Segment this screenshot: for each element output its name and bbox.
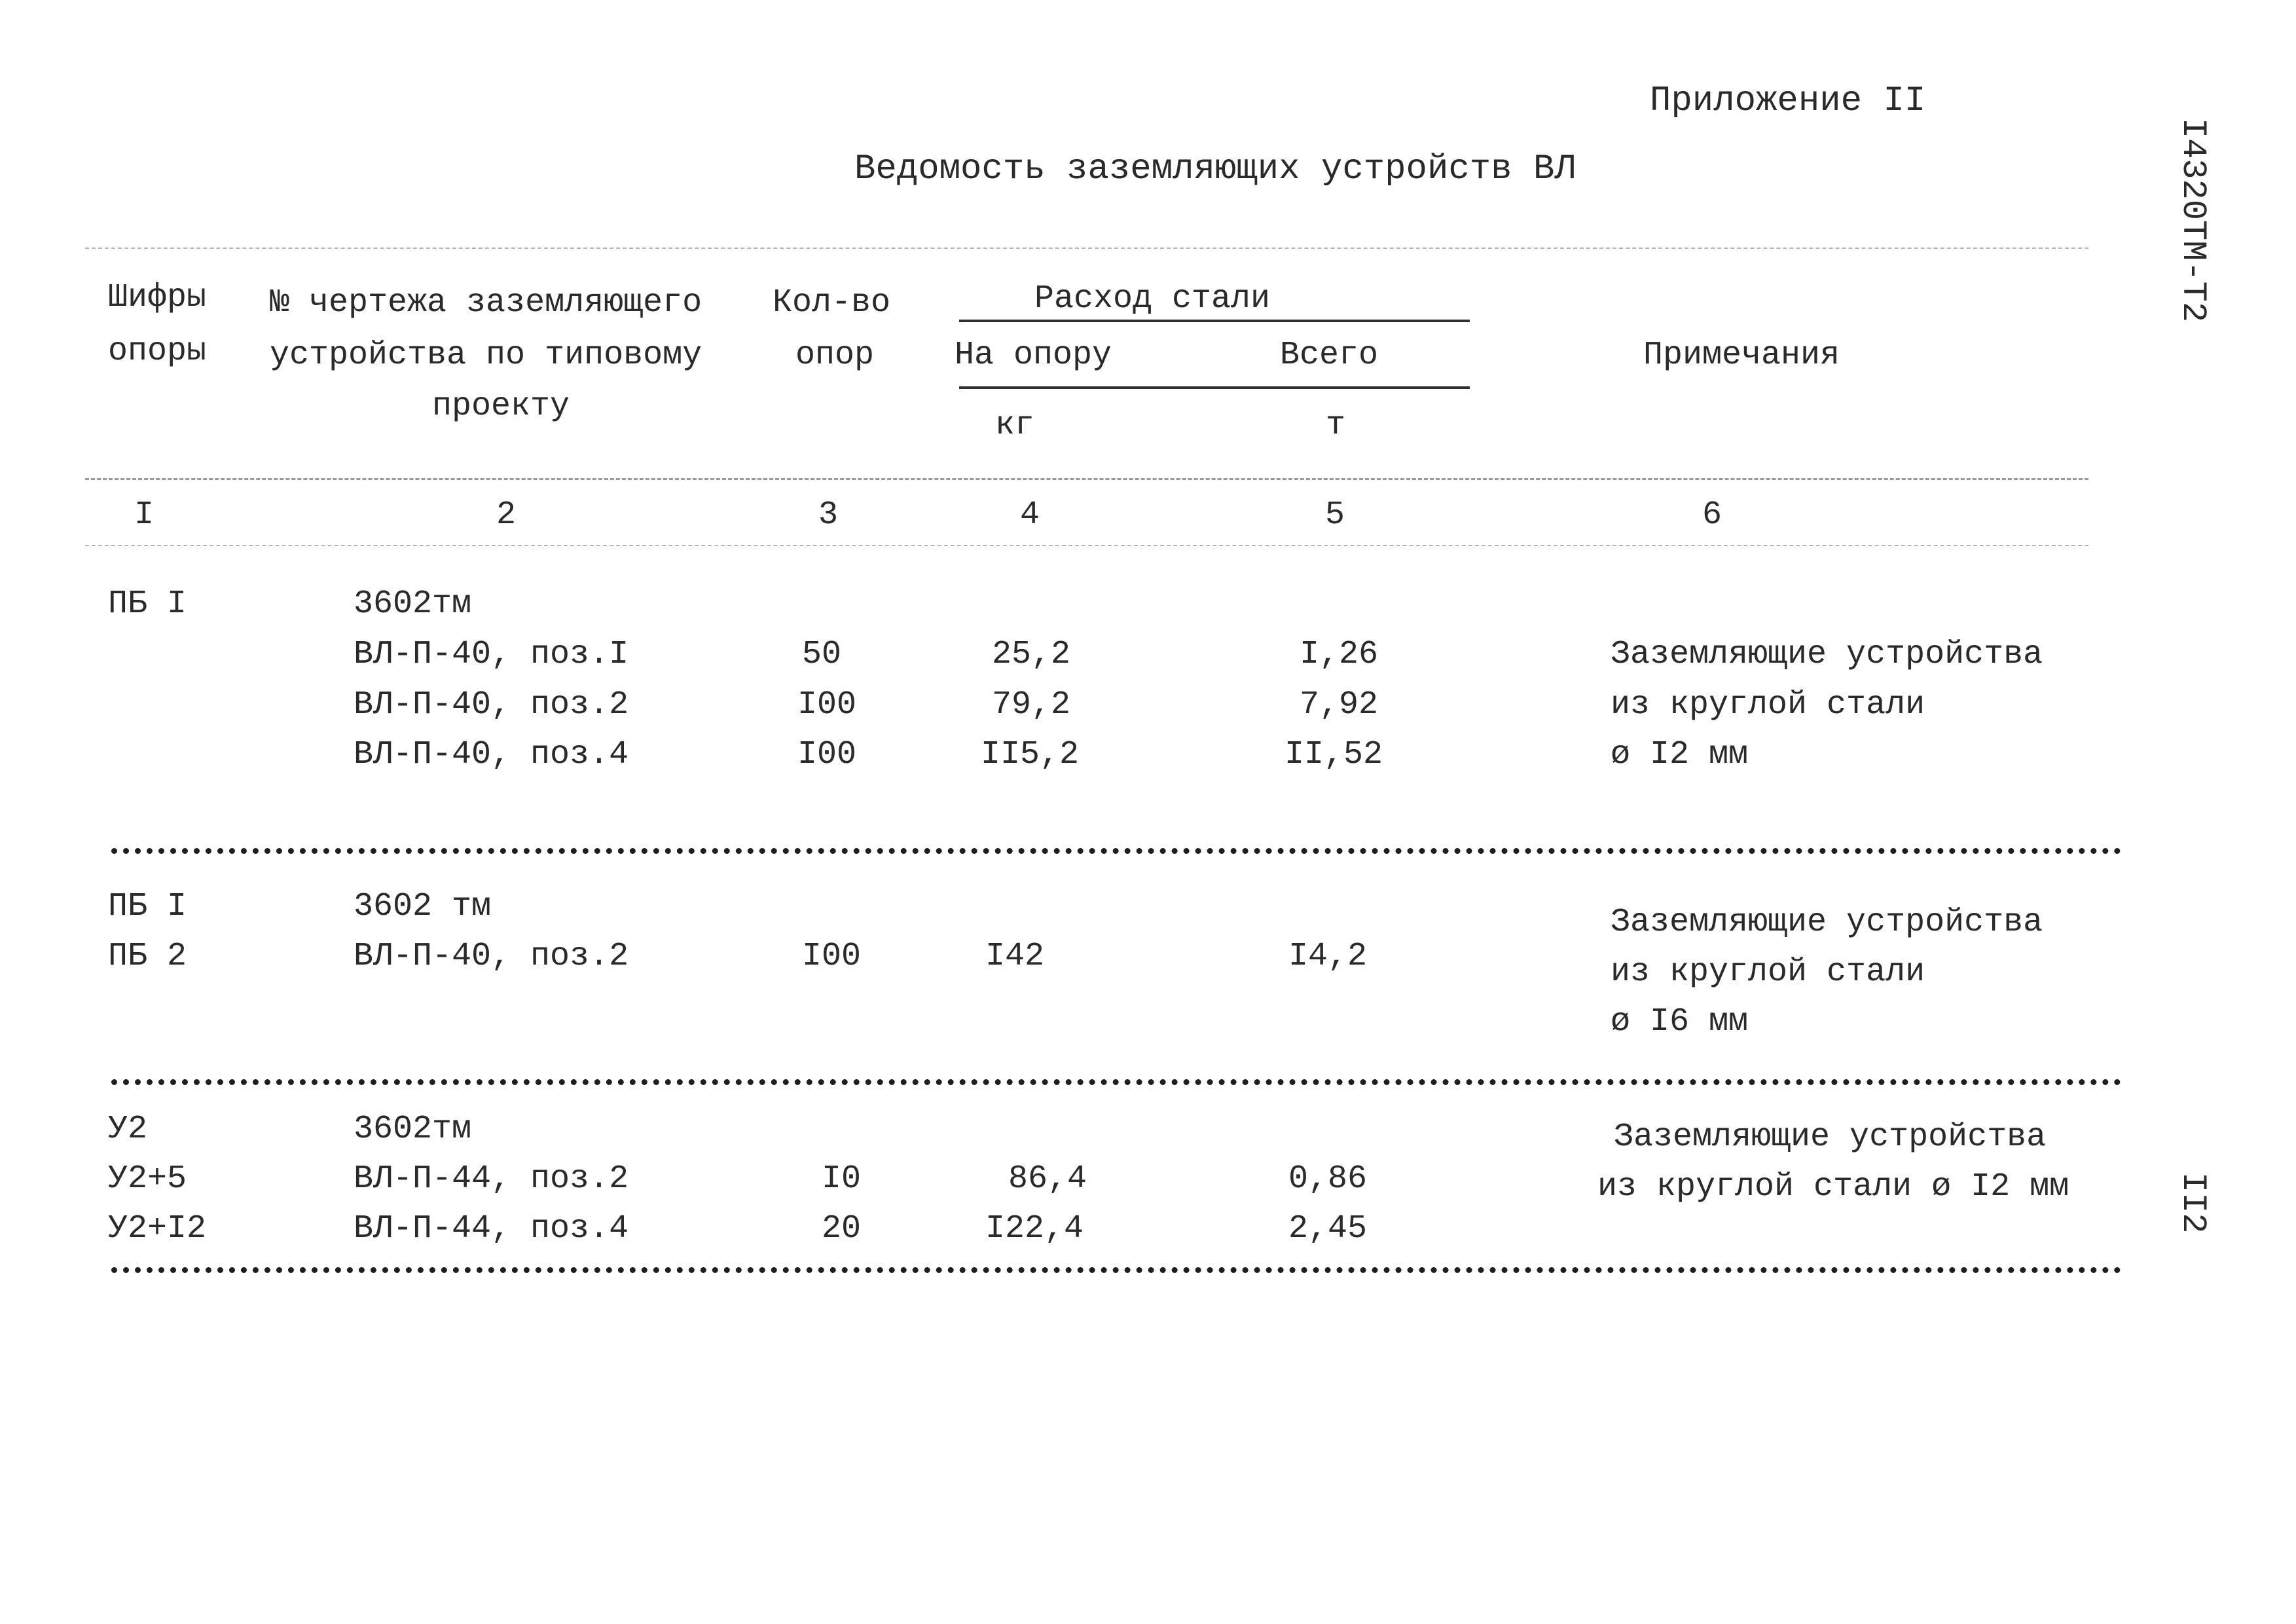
drawing-cell: ВЛ-П-44, поз.2 — [354, 1160, 629, 1198]
header-steel-group: Расход стали — [1034, 280, 1271, 318]
header-col1-line2: опоры — [108, 333, 207, 370]
per-support-cell: I22,4 — [985, 1210, 1084, 1247]
dotted-separator — [111, 1079, 2121, 1085]
project-code: 3602тм — [354, 585, 472, 623]
header-col3-line2: опор — [795, 337, 875, 374]
drawing-cell: ВЛ-П-40, поз.I — [354, 636, 629, 673]
note-line: Заземляющие устройства — [1611, 904, 2043, 941]
total-cell: I,26 — [1300, 636, 1379, 673]
column-number-4: 4 — [1020, 496, 1040, 534]
drawing-cell: ВЛ-П-40, поз.2 — [354, 938, 629, 975]
column-number-3: 3 — [818, 496, 839, 534]
total-cell: 2,45 — [1288, 1210, 1368, 1247]
column-number-5: 5 — [1325, 496, 1345, 534]
header-col4-unit: кг — [995, 407, 1035, 444]
total-cell: II,52 — [1285, 736, 1383, 773]
support-code: У2+5 — [108, 1160, 187, 1198]
support-code: ПБ I — [108, 585, 187, 623]
column-numbers-rule — [85, 545, 2088, 546]
subheader-underline — [959, 386, 1470, 389]
header-col5-unit: т — [1326, 407, 1346, 444]
note-line: Заземляющие устройства — [1611, 636, 2043, 673]
note-line: ø I6 мм — [1611, 1003, 1749, 1041]
per-support-cell: 79,2 — [992, 686, 1071, 724]
header-top-rule — [85, 248, 2088, 249]
column-number-2: 2 — [496, 496, 517, 534]
support-code: ПБ I — [108, 888, 187, 925]
appendix-label: Приложение II — [1650, 81, 1926, 121]
drawing-cell: ВЛ-П-44, поз.4 — [354, 1210, 629, 1247]
note-line: из круглой стали — [1611, 953, 1925, 991]
project-code: 3602тм — [354, 1111, 472, 1148]
support-code: У2+I2 — [108, 1210, 207, 1247]
note-line: из круглой стали ø I2 мм — [1597, 1168, 2069, 1206]
document-title: Ведомость заземляющих устройств ВЛ — [854, 149, 1576, 189]
count-cell: I00 — [802, 938, 862, 975]
dotted-separator — [111, 1267, 2121, 1273]
column-number-1: I — [134, 496, 155, 534]
page-number: II2 — [2174, 1172, 2212, 1234]
drawing-cell: ВЛ-П-40, поз.2 — [354, 686, 629, 724]
header-col4: На опору — [955, 337, 1112, 374]
count-cell: I00 — [797, 686, 857, 724]
support-code: У2 — [108, 1111, 148, 1148]
total-cell: 0,86 — [1288, 1160, 1368, 1198]
header-col2-line2: устройства по типовому — [270, 337, 702, 374]
header-bottom-rule — [85, 478, 2088, 480]
count-cell: I0 — [822, 1160, 862, 1198]
per-support-cell: II5,2 — [981, 736, 1080, 773]
steel-group-underline — [959, 320, 1470, 322]
per-support-cell: 86,4 — [1008, 1160, 1087, 1198]
header-col6: Примечания — [1643, 337, 1840, 374]
count-cell: 20 — [822, 1210, 862, 1247]
header-col3-line1: Кол-во — [773, 284, 891, 322]
total-cell: 7,92 — [1300, 686, 1379, 724]
side-code: I4320TM-T2 — [2174, 118, 2212, 323]
note-line: из круглой стали — [1611, 686, 1925, 724]
count-cell: 50 — [802, 636, 842, 673]
column-number-6: 6 — [1702, 496, 1722, 534]
per-support-cell: I42 — [985, 938, 1045, 975]
header-col5: Всего — [1280, 337, 1379, 374]
note-line: ø I2 мм — [1611, 736, 1749, 773]
support-code: ПБ 2 — [108, 938, 187, 975]
project-code: 3602 тм — [354, 888, 492, 925]
note-line: Заземляющие устройства — [1614, 1118, 2047, 1156]
header-col2-line3: проекту — [432, 388, 570, 425]
per-support-cell: 25,2 — [992, 636, 1071, 673]
count-cell: I00 — [797, 736, 857, 773]
header-col2-line1: № чертежа заземляющего — [270, 284, 702, 322]
dotted-separator — [111, 848, 2121, 854]
header-col1-line1: Шифры — [108, 279, 207, 316]
total-cell: I4,2 — [1288, 938, 1368, 975]
drawing-cell: ВЛ-П-40, поз.4 — [354, 736, 629, 773]
